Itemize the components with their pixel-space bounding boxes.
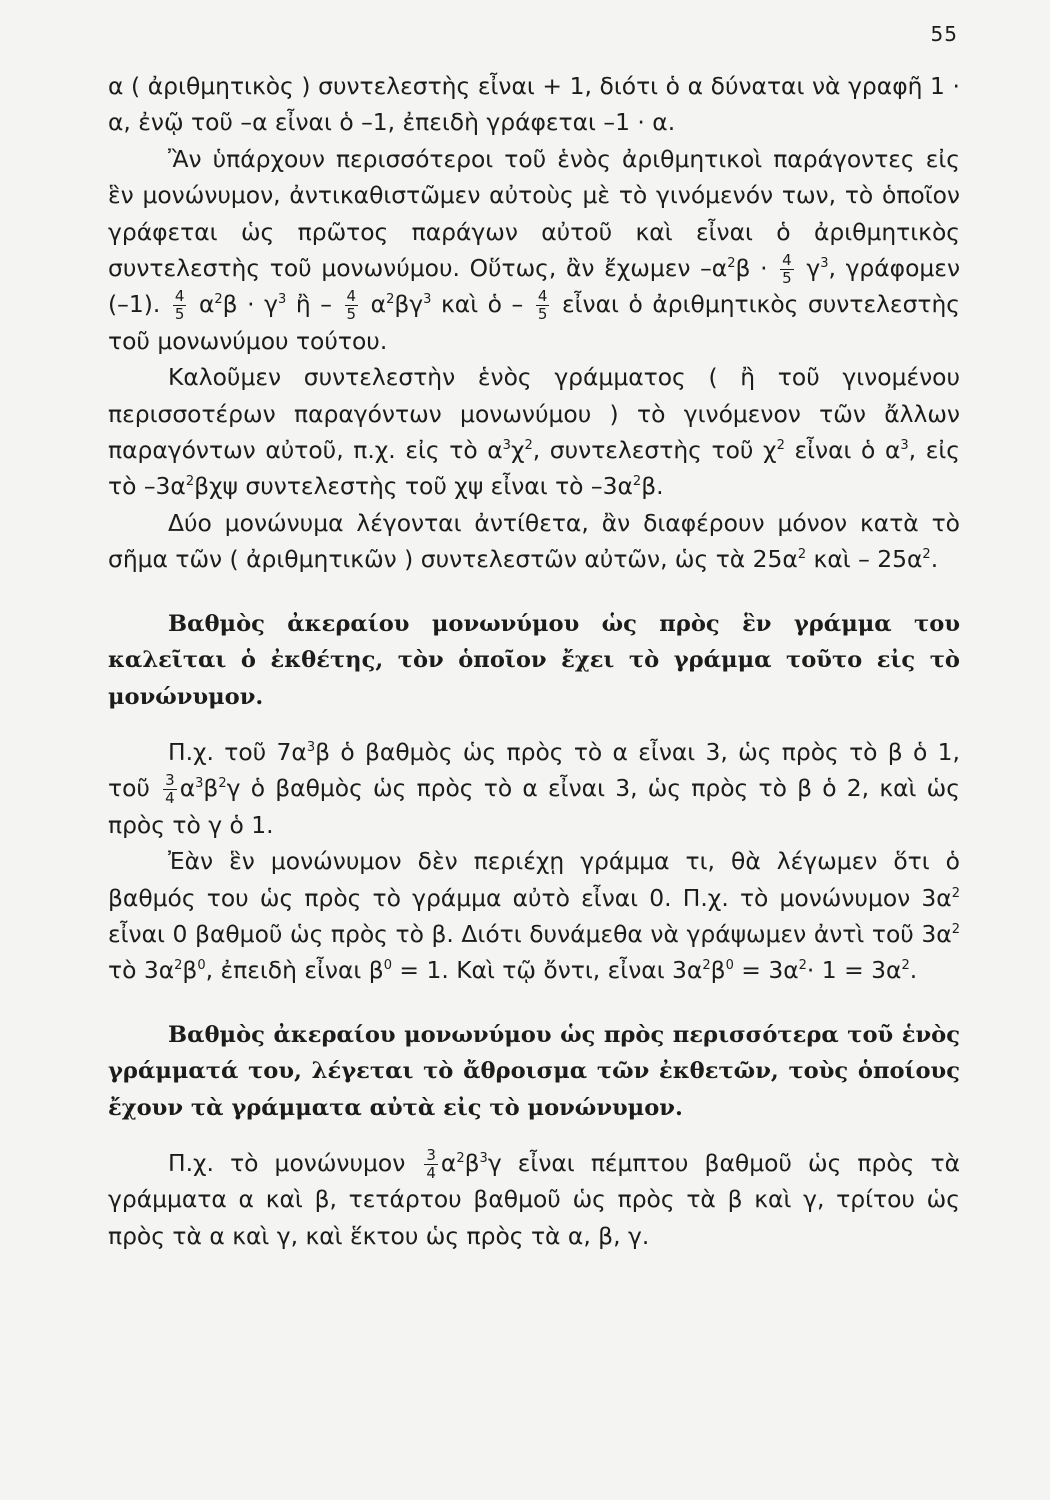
text-run: βγ <box>394 290 424 319</box>
page-number: 55 <box>930 22 958 46</box>
text-run: Π.χ. τοῦ 7α <box>168 737 307 766</box>
exponent: 2 <box>798 958 807 974</box>
text-run: Π.χ. τὸ μονώνυμον <box>168 1148 422 1177</box>
fraction-denominator: 5 <box>346 305 357 324</box>
text-run: εἶναι 0 βαθμοῦ ὡς πρὸς τὸ β. Διότι δυνάμεθα νὰ γράψωμεν ἀντὶ τοῦ 3α <box>108 919 952 948</box>
paragraph <box>108 505 960 578</box>
text-run: α <box>361 290 387 319</box>
text-run: , συντελεστὴς τοῦ χ <box>532 436 777 465</box>
text-run: β <box>182 956 198 985</box>
text-run: β ὁ βαθμὸς ὡς πρὸς τὸ α εἶναι 3, ὡς πρὸς τὸ β ὁ 1, τοῦ <box>108 737 960 803</box>
exponent: 2 <box>776 438 785 454</box>
text-run: ἢ – <box>286 290 342 319</box>
exponent: 3 <box>820 256 829 272</box>
fraction-numerator: 3 <box>426 1145 436 1164</box>
fraction-denominator: 5 <box>174 305 185 324</box>
exponent: 2 <box>922 547 931 563</box>
fraction-numerator: 4 <box>782 251 792 270</box>
exponent: 0 <box>725 958 734 974</box>
definition-paragraph <box>108 606 960 715</box>
text-run: Ἂν ὑπάρχουν περισσότεροι τοῦ ἑνὸς ἀριθμητικοὶ παράγοντες εἰς ἓν μονώνυμον, ἀντικαθιστῶμεν αὐτοὺς μὲ τὸ γινόμενόν των, τὸ ὁποῖον γράφεται ὡς πρῶτος παράγων αὐτοῦ καὶ εἶναι ὁ ἀριθμητικὸς συντελεστὴς τοῦ μονωνύμου. Οὕτως, ἂν ἔχωμεν –α <box>108 144 960 283</box>
text-run: χ <box>510 436 525 465</box>
exponent: 2 <box>951 921 960 937</box>
exponent: 3 <box>278 292 287 308</box>
paragraph <box>108 68 960 141</box>
exponent: 2 <box>797 547 807 563</box>
text-run: καὶ ὁ – <box>431 290 533 319</box>
text-run: Βαθμὸς ἀκεραίου μονωνύμου ὡς πρὸς περισσότερα τοῦ ἑνὸς γράμματά του, λέγεται τὸ ἄθροισμα τῶν ἐκθετῶν, τοὺς ὁποίους ἔχουν τὰ γράμματα αὐτὰ εἰς τὸ μονώνυμον. <box>108 1021 960 1121</box>
text-run: , εἰς τὸ –3α <box>108 436 960 501</box>
text-run: β <box>464 1148 480 1177</box>
text-run: · 1 = 3α <box>806 956 902 985</box>
text-run: β · γ <box>222 290 279 319</box>
exponent: 2 <box>702 958 711 974</box>
exponent: 3 <box>195 776 204 792</box>
text-run: γ ὁ βαθμὸς ὡς πρὸς τὸ α εἶναι 3, ὡς πρὸς τὸ β ὁ 2, καὶ ὡς πρὸς τὸ γ ὁ 1. <box>108 774 960 839</box>
exponent: 3 <box>423 292 432 308</box>
fraction <box>345 289 359 322</box>
exponent: 3 <box>479 1150 488 1166</box>
exponent: 0 <box>383 958 392 974</box>
exponent: 3 <box>306 739 316 755</box>
text-run: = 1. Καὶ τῷ ὄντι, εἶναι 3α <box>391 956 703 985</box>
text-run: Ἐὰν ἓν μονώνυμον δὲν περιέχῃ γράμμα τι, θὰ λέγωμεν ὅτι ὁ βαθμός του ὡς πρὸς τὸ γράμμα αὐτὸ εἶναι 0. Π.χ. τὸ μονώνυμον 3α <box>108 847 960 912</box>
fraction <box>173 289 187 322</box>
text-run: καὶ – 25α <box>806 545 923 574</box>
text-run: γ εἶναι πέμπτου βαθμοῦ ὡς πρὸς τὰ γράμματα α καὶ β, τετάρτου βαθμοῦ ὡς πρὸς τὰ β καὶ γ, τρίτου ὡς πρὸς τὰ α καὶ γ, καὶ ἕκτου ὡς πρὸς τὰ α, β, γ. <box>108 1148 960 1250</box>
text-run: , ἐπειδὴ εἶναι β <box>205 956 384 985</box>
fraction <box>536 289 550 322</box>
text-run: β · <box>735 254 778 283</box>
fraction <box>424 1145 438 1182</box>
fraction-denominator: 4 <box>165 789 175 808</box>
exponent: 2 <box>524 438 533 454</box>
exponent: 2 <box>727 256 736 272</box>
text-run: Καλοῦμεν συντελεστὴν ἑνὸς γράμματος ( ἢ τοῦ γινομένου περισσοτέρων παραγόντων μονωνύμου ) τὸ γινόμενον τῶν ἄλλων παραγόντων αὐτοῦ, π.χ. εἰς τὸ α <box>108 363 960 465</box>
fraction-numerator: 3 <box>165 771 175 790</box>
paragraph <box>108 359 960 505</box>
exponent: 2 <box>386 292 395 308</box>
fraction-denominator: 5 <box>782 269 792 288</box>
exponent: 0 <box>197 958 206 974</box>
fraction-denominator: 5 <box>537 305 548 324</box>
text-run: α <box>440 1148 457 1177</box>
text-run: = 3α <box>733 956 799 985</box>
text-run: βχψ συντελεστὴς τοῦ χψ εἶναι τὸ –3α <box>194 472 633 501</box>
text-run: α ( ἀριθμητικὸς ) συντελεστὴς εἶναι + 1, διότι ὁ α δύναται νὰ γραφῆ 1 · α, ἐνῷ τοῦ –α εἶναι ὁ –1, ἐπειδὴ γράφεται –1 · α. <box>108 72 960 137</box>
page-body <box>108 68 960 1254</box>
text-run: εἶναι ὁ α <box>784 436 901 465</box>
text-run: α <box>179 774 196 803</box>
exponent: 2 <box>632 474 642 490</box>
definition-paragraph <box>108 1017 960 1126</box>
exponent: 2 <box>901 958 910 974</box>
fraction <box>780 253 794 286</box>
text-run: α <box>189 290 215 319</box>
text-run: , γράφομεν (–1). <box>108 254 961 319</box>
exponent: 3 <box>900 438 909 454</box>
text-run: Δύο μονώνυμα λέγονται ἀντίθετα, ἂν διαφέρουν μόνον κατὰ τὸ σῆμα τῶν ( ἀριθμητικῶν ) συντελεστῶν αὐτῶν, ὡς τὰ 25α <box>108 508 960 574</box>
exponent: 2 <box>214 292 223 308</box>
fraction-numerator: 4 <box>537 287 548 306</box>
fraction <box>163 773 177 806</box>
text-run: . <box>909 956 918 985</box>
exponent: 3 <box>502 438 511 454</box>
fraction-numerator: 4 <box>174 287 185 306</box>
exponent: 2 <box>218 776 227 792</box>
text-run: Βαθμὸς ἀκεραίου μονωνύμου ὡς πρὸς ἓν γράμμα του καλεῖται ὁ ἐκθέτης, τὸν ὁποῖον ἔχει τὸ γράμμα τοῦτο εἰς τὸ μονώνυμον. <box>108 610 960 710</box>
exponent: 2 <box>951 885 960 901</box>
text-run: τὸ 3α <box>108 956 175 985</box>
fraction-denominator: 4 <box>426 1163 436 1182</box>
fraction-numerator: 4 <box>346 287 357 306</box>
exponent: 2 <box>185 474 195 490</box>
exponent: 2 <box>456 1150 465 1166</box>
text-run: εἶναι ὁ ἀριθμητικὸς συντελεστὴς τοῦ μονωνύμου τούτου. <box>108 290 961 355</box>
paragraph <box>108 734 960 843</box>
text-run: γ <box>796 254 821 283</box>
exponent: 2 <box>174 958 183 974</box>
text-run: β <box>203 774 219 803</box>
text-run: . <box>930 545 939 574</box>
paragraph <box>108 141 960 359</box>
text-run: β. <box>641 472 664 501</box>
text-run: β <box>710 956 726 985</box>
paragraph <box>108 1145 960 1254</box>
paragraph <box>108 843 960 989</box>
